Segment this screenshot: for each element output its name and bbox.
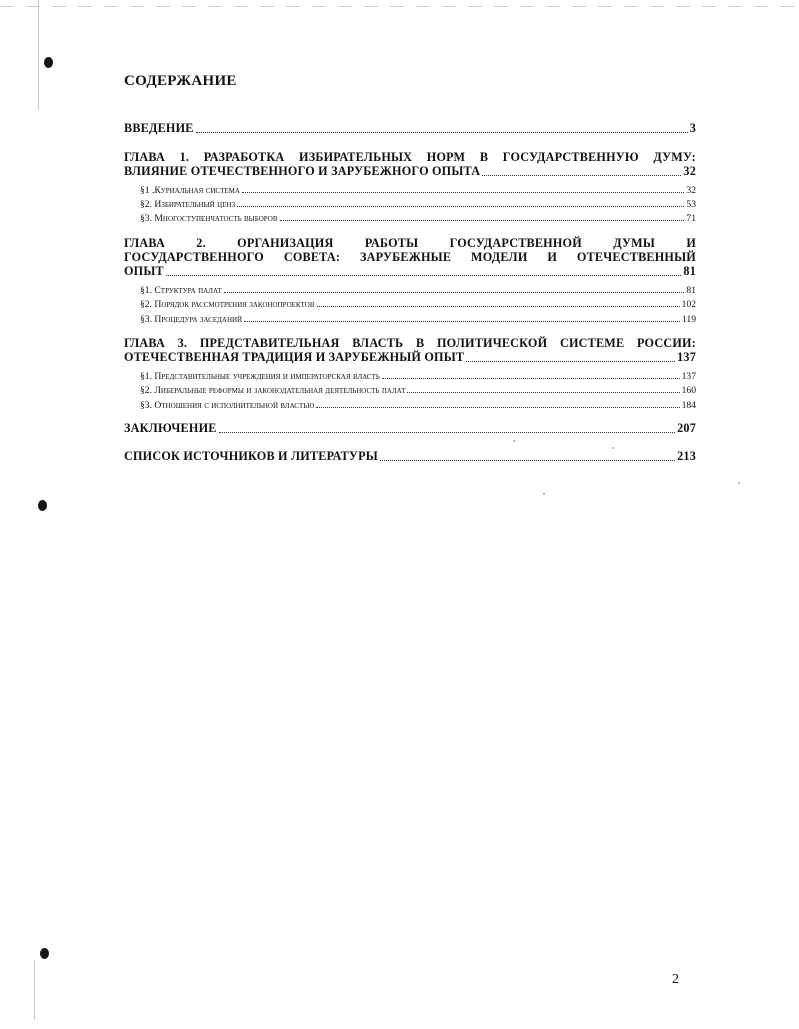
- toc-entry-page: 119: [681, 314, 696, 325]
- toc-entry-page: 137: [677, 350, 696, 364]
- toc-section[interactable]: [124, 400, 696, 411]
- toc-entry-page: 137: [681, 371, 696, 382]
- word: 1.: [179, 150, 190, 164]
- scan-speck: [543, 493, 545, 495]
- toc-section[interactable]: [124, 314, 696, 325]
- dot-leader: [224, 291, 685, 293]
- toc-entry-page: 71: [686, 213, 696, 224]
- toc-entry-label: СПИСОК ИСТОЧНИКОВ И ЛИТЕРАТУРЫ: [124, 449, 378, 463]
- word: ГОСУДАРСТВЕННОГО: [124, 250, 264, 264]
- toc-chapter2-line1[interactable]: [124, 236, 696, 251]
- dot-leader: [466, 360, 675, 362]
- toc-entry-page: 102: [681, 299, 696, 310]
- word: ГЛАВА: [124, 150, 165, 164]
- toc-chapter1-line1[interactable]: [124, 150, 696, 165]
- toc-entry-page: 3: [689, 121, 696, 135]
- dot-leader: [316, 406, 679, 408]
- toc-section[interactable]: [124, 285, 696, 296]
- toc-section[interactable]: [124, 371, 696, 382]
- word: ПРЕДСТАВИТЕЛЬНАЯ: [199, 336, 340, 350]
- word: И: [686, 236, 696, 250]
- dot-leader: [244, 320, 680, 322]
- dot-leader: [219, 431, 676, 433]
- word: ГЛАВА: [124, 336, 165, 350]
- toc-entry-label: §3. Отношения с исполнительной властью: [140, 400, 315, 411]
- word: ОТЕЧЕСТВЕННЫЙ: [576, 250, 696, 264]
- toc-section[interactable]: [124, 299, 696, 310]
- toc-chapter3-line2[interactable]: [124, 350, 696, 365]
- toc-entry-intro[interactable]: [124, 121, 696, 136]
- toc-entry-label: §1. Структура палат: [140, 285, 222, 296]
- word: НОРМ: [426, 150, 466, 164]
- toc-chapter1-line2[interactable]: [124, 164, 696, 179]
- toc-entry-label: ОПЫТ: [124, 264, 164, 278]
- word: РОССИИ:: [636, 336, 696, 350]
- word: И: [547, 250, 558, 264]
- toc-entry-page: 184: [681, 400, 696, 411]
- punch-hole-mark: [40, 948, 49, 959]
- word: В: [415, 336, 425, 350]
- toc-entry-label: §1. Представительные учреждения и императорская власть: [140, 371, 380, 382]
- toc-chapter2-line3[interactable]: [124, 264, 696, 279]
- word: РАБОТЫ: [364, 236, 419, 250]
- word: ГОСУДАРСТВЕННУЮ: [502, 150, 639, 164]
- scan-edge-line: [34, 960, 35, 1020]
- toc-entry-page: 160: [681, 385, 696, 396]
- dot-leader: [380, 459, 675, 461]
- toc-entry-page: 81: [686, 285, 696, 296]
- scan-speck: [738, 482, 740, 484]
- dot-leader: [482, 174, 681, 176]
- word: В: [479, 150, 489, 164]
- dot-leader: [382, 377, 680, 379]
- word: ОРГАНИЗАЦИЯ: [237, 236, 334, 250]
- word: ПОЛИТИЧЕСКОЙ: [436, 336, 548, 350]
- toc-entry-bibliography[interactable]: [124, 449, 696, 464]
- dot-leader: [280, 219, 685, 221]
- dot-leader: [196, 131, 688, 133]
- word: ЗАРУБЕЖНЫЕ: [360, 250, 452, 264]
- toc-chapter2-line2[interactable]: [124, 250, 696, 265]
- toc-entry-label: ВЛИЯНИЕ ОТЕЧЕСТВЕННОГО И ЗАРУБЕЖНОГО ОПЫТА: [124, 164, 481, 178]
- toc-entry-label: §1 .Куриальная система: [140, 185, 240, 196]
- word: 3.: [177, 336, 188, 350]
- word: СИСТЕМЕ: [559, 336, 625, 350]
- toc-entry-label: §2. Порядок рассмотрения законопроектов: [140, 299, 315, 310]
- toc-entry-conclusion[interactable]: [124, 421, 696, 436]
- toc-section[interactable]: [124, 185, 696, 196]
- toc-entry-page: 81: [683, 264, 696, 278]
- punch-hole-mark: [38, 500, 47, 511]
- word: ДУМЫ: [613, 236, 655, 250]
- toc-entry-page: 32: [686, 185, 696, 196]
- toc-entry-label: §2. Избирательный ценз: [140, 199, 236, 210]
- page-number: 2: [672, 972, 679, 987]
- toc-section[interactable]: [124, 385, 696, 396]
- toc-entry-page: 32: [683, 164, 696, 178]
- word: РАЗРАБОТКА: [203, 150, 285, 164]
- dot-leader: [237, 205, 684, 207]
- toc-entry-page: 213: [677, 449, 696, 463]
- page-title: СОДЕРЖАНИЕ: [124, 73, 237, 89]
- toc-entry-label: ВВЕДЕНИЕ: [124, 121, 194, 135]
- punch-hole-mark: [44, 57, 53, 68]
- scan-speck: [513, 440, 515, 442]
- word: ИЗБИРАТЕЛЬНЫХ: [299, 150, 413, 164]
- toc-entry-label: §3. Многоступенчатость выборов: [140, 213, 278, 224]
- dot-leader: [317, 305, 680, 307]
- toc-entry-label: ОТЕЧЕСТВЕННАЯ ТРАДИЦИЯ И ЗАРУБЕЖНЫЙ ОПЫТ: [124, 350, 465, 364]
- toc-entry-page: 207: [677, 421, 696, 435]
- toc-entry-page: 53: [686, 199, 696, 210]
- toc-chapter3-line1[interactable]: [124, 336, 696, 351]
- toc-entry-label: §3. Процедура заседаний: [140, 314, 243, 325]
- toc-entry-label: §2. Либеральные реформы и законодательная деятельность палат: [140, 385, 406, 396]
- scan-edge-line: [0, 6, 799, 7]
- dot-leader: [242, 191, 684, 193]
- word: ГОСУДАРСТВЕННОЙ: [449, 236, 582, 250]
- word: 2.: [196, 236, 206, 250]
- word: СОВЕТА:: [283, 250, 341, 264]
- dot-leader: [166, 274, 682, 276]
- toc-section[interactable]: [124, 213, 696, 224]
- word: ГЛАВА: [124, 236, 165, 250]
- toc-section[interactable]: [124, 199, 696, 210]
- scan-edge-line: [38, 0, 39, 110]
- word: ДУМУ:: [653, 150, 696, 164]
- word: МОДЕЛИ: [471, 250, 528, 264]
- word: ВЛАСТЬ: [352, 336, 404, 350]
- dot-leader: [407, 391, 679, 393]
- toc-entry-label: ЗАКЛЮЧЕНИЕ: [124, 421, 217, 435]
